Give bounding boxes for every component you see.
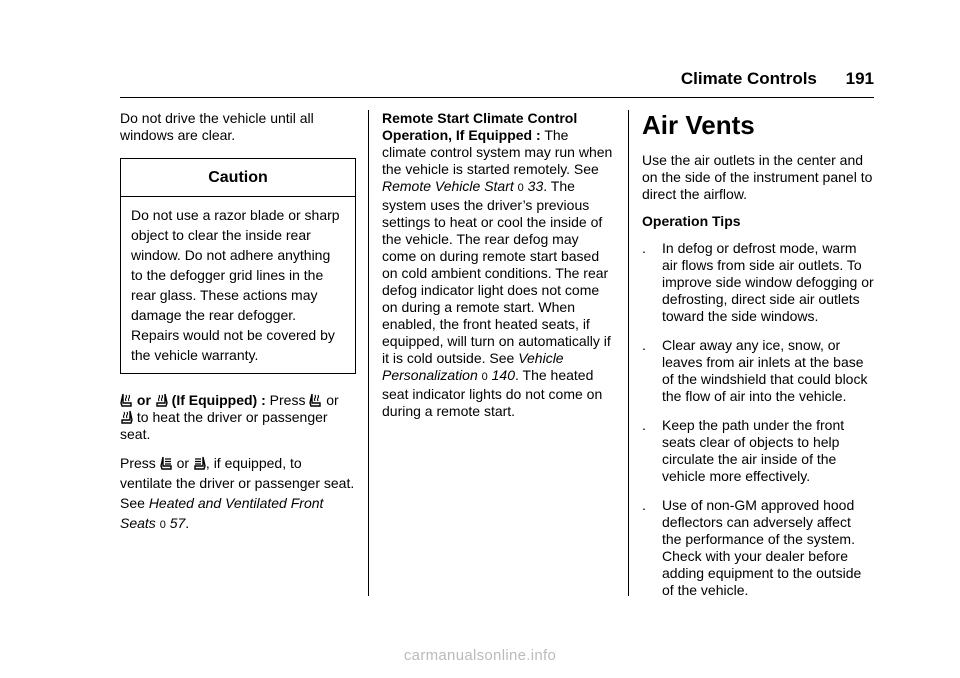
caution-body: Do not use a razor blade or sharp object to clear the inside rear window. Do not adhere anything to the defogger grid lines in the rear glass. These actions may damage the rear defogger. Repairs would not be covered by the vehicle warranty. — [131, 207, 340, 363]
remote-page-link-1[interactable]: 33 — [527, 178, 544, 194]
bullet-mark: . — [642, 497, 646, 513]
section-title: Climate Controls — [680, 69, 817, 88]
bullet-mark: . — [642, 240, 646, 256]
column-1 — [120, 110, 356, 545]
vent-reference[interactable]: Heated and Ventilated Front Seats — [120, 495, 324, 531]
vent-or: or — [176, 455, 190, 471]
heated-seat-driver-icon — [120, 393, 133, 407]
heated-seat-passenger-icon — [155, 393, 168, 407]
watermark: carmanualsonline.info — [403, 647, 557, 664]
list-item — [642, 240, 874, 325]
remote-page-link-2[interactable]: 140 — [491, 367, 515, 383]
remote-text-1: The climate control system may run when the vehicle is started remotely. See — [382, 127, 613, 177]
vent-page-link[interactable]: 57 — [169, 515, 186, 531]
heated-seat-driver-icon — [309, 393, 322, 407]
column-3 — [642, 110, 874, 611]
heated-or: or — [136, 392, 151, 408]
remote-start-paragraph — [382, 110, 614, 420]
paragraph: Do not drive the vehicle until all windows are clear. — [120, 110, 314, 143]
heated-or2: or — [326, 392, 339, 408]
page-ref-arrow-icon: 0 — [517, 182, 524, 194]
column-divider — [628, 110, 629, 596]
heated-seat-passenger-icon — [120, 410, 133, 424]
list-item-text: Use of non-GM approved hood deflectors can adversely affect the performance of the system. Check with your dealer before adding equipment to the outside of the vehicle. — [662, 497, 862, 598]
list-item-text: Keep the path under the front seats clear of objects to help circulate the air inside of the vehicle more effectively. — [662, 417, 845, 484]
vented-seat-paragraph — [120, 453, 356, 535]
page-number: 191 — [845, 69, 874, 88]
list-item-text: Clear away any ice, snow, or leaves from air inlets at the base of the windshield that could block the flow of air into the vehicle. — [662, 337, 868, 404]
column-divider — [368, 110, 369, 596]
vented-seat-driver-icon — [160, 456, 173, 470]
vent-end: . — [185, 515, 190, 531]
header-rule — [120, 97, 874, 98]
intro-paragraph: Use the air outlets in the center and on the side of the instrument panel to direct the airflow. — [642, 152, 873, 202]
heated-press: Press — [269, 392, 306, 408]
page-ref-arrow-icon: 0 — [159, 519, 166, 531]
bullet-mark: . — [642, 337, 646, 353]
section-heading: Air Vents — [642, 110, 755, 140]
column-2 — [382, 110, 614, 430]
remote-start-label: Remote Start Climate Control Operation, If Equipped : — [382, 110, 578, 143]
list-item — [642, 337, 874, 405]
bullet-mark: . — [642, 417, 646, 433]
heated-text: to heat the driver or passenger seat. — [120, 409, 328, 442]
vent-text: , if equipped, to ventilate the driver or passenger seat. See — [120, 455, 355, 511]
remote-text-3: . The heated seat indicator lights do not come on during a remote start. — [382, 367, 603, 419]
heated-label: (If Equipped) : — [171, 392, 266, 408]
remote-text-2: . The system uses the driver’s previous settings to heat or cool the inside of the vehicle. The rear defog may come on during remote start based on cold ambient conditions. The rear defog indicator light does not come on during a remote start. When enabled, the front heated seats, if equipped, will turn on automatically if it is cold outside. See — [382, 178, 611, 366]
vented-seat-passenger-icon — [193, 456, 206, 470]
remote-reference-1[interactable]: Remote Vehicle Start — [382, 178, 514, 194]
list-item — [642, 417, 874, 485]
remote-reference-2[interactable]: Vehicle Personalization — [382, 350, 564, 383]
list-item-text: In defog or defrost mode, warm air flows from side air outlets. To improve side window defogging or defrosting, direct side air outlets toward the side windows. — [662, 240, 874, 324]
page-ref-arrow-icon: 0 — [481, 371, 488, 383]
subheading: Operation Tips — [642, 213, 741, 229]
list-item — [642, 497, 874, 599]
caution-box — [120, 158, 356, 374]
vent-press: Press — [120, 455, 156, 471]
page-header — [681, 70, 874, 87]
caution-title: Caution — [121, 159, 355, 197]
heated-seat-paragraph — [120, 392, 356, 443]
